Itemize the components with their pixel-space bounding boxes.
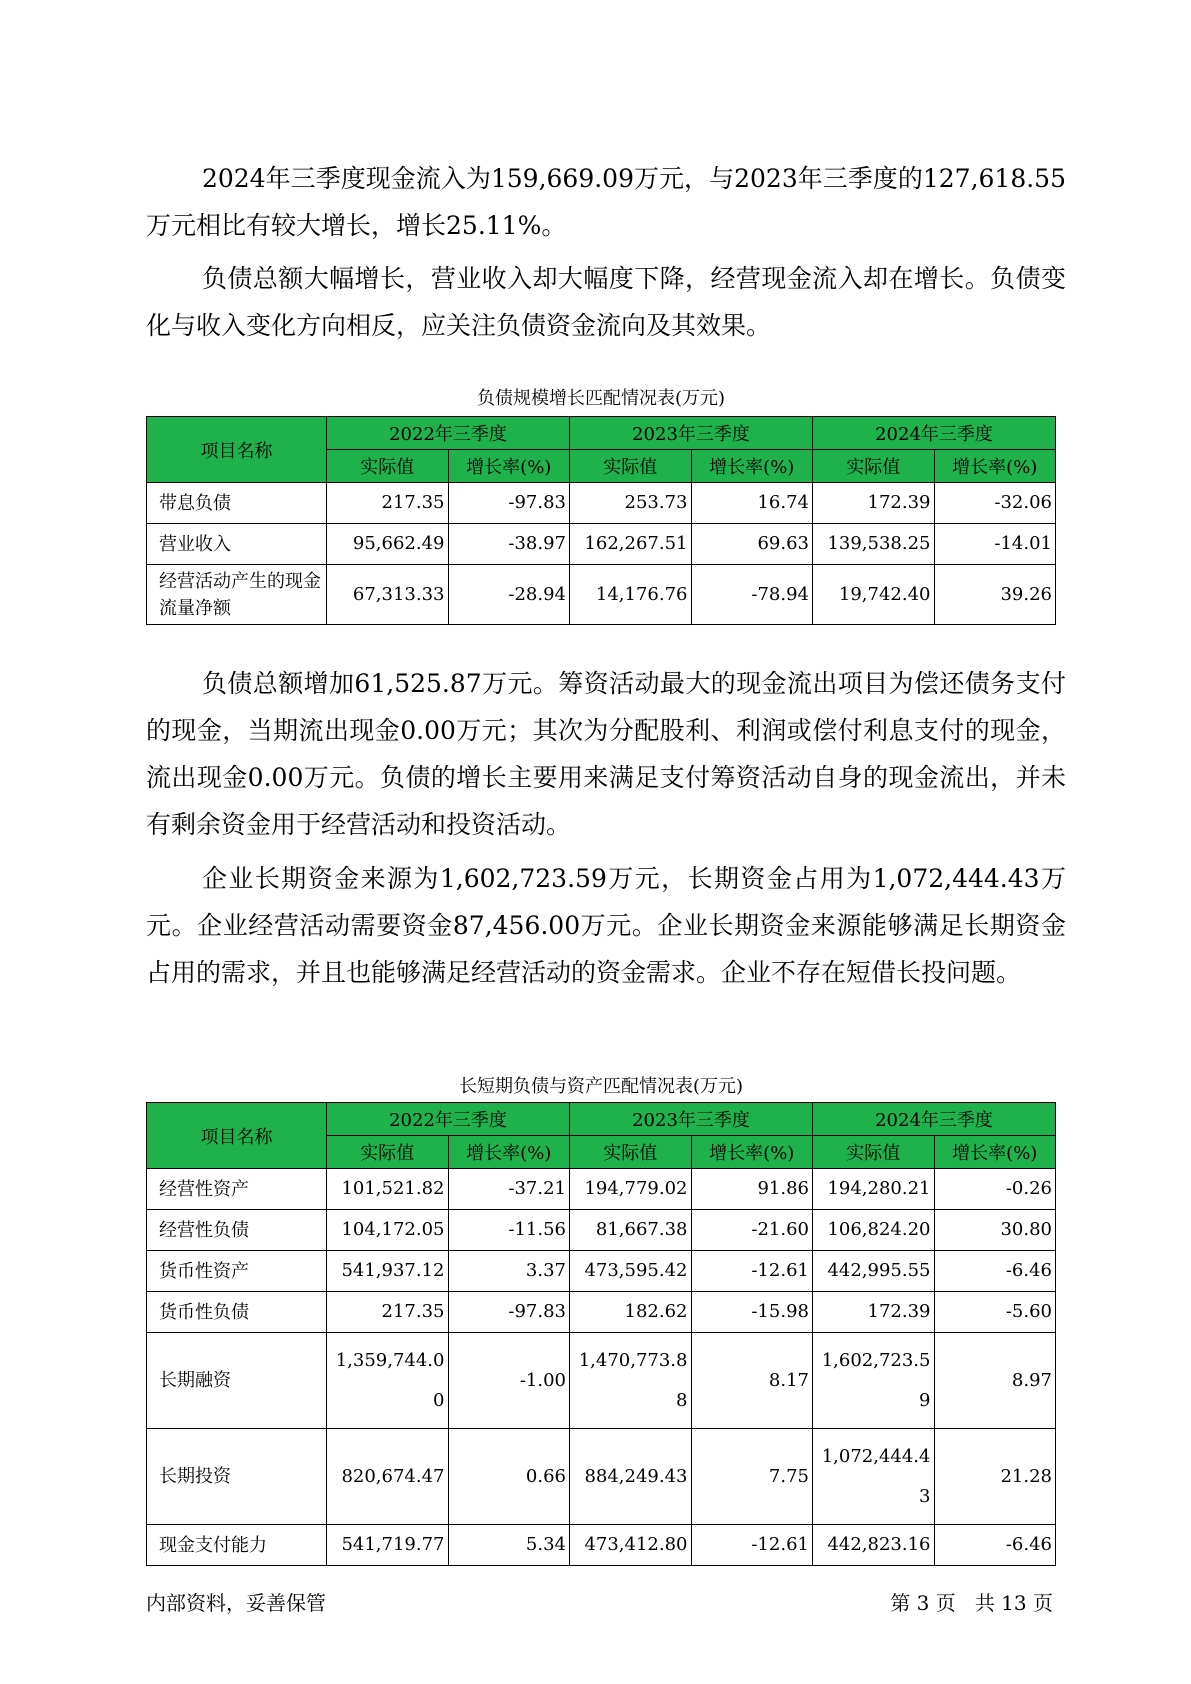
cell-value: 69.63	[691, 524, 813, 565]
table2-sub-header: 增长率(%)	[691, 1136, 813, 1169]
cell-value: -5.60	[934, 1292, 1056, 1333]
paragraph-cash-inflow: 2024年三季度现金流入为159,669.09万元，与2023年三季度的127,618.55万元相比有较大增长，增长25.11%。	[146, 164, 1066, 240]
cell-value: 194,280.21	[813, 1169, 935, 1210]
row-label: 货币性负债	[147, 1292, 327, 1333]
cell-value: 473,595.42	[570, 1251, 692, 1292]
table1-period-header: 2024年三季度	[813, 417, 1056, 450]
cell-value: 14,176.76	[570, 565, 692, 625]
table1-item-header: 项目名称	[147, 417, 327, 483]
row-label: 长期投资	[147, 1429, 327, 1525]
cell-value: -12.61	[691, 1525, 813, 1566]
table1-caption: 负债规模增长匹配情况表(万元)	[476, 388, 726, 409]
table2-item-header: 项目名称	[147, 1103, 327, 1169]
table1-sub-header: 增长率(%)	[691, 450, 813, 483]
row-label: 营业收入	[147, 524, 327, 565]
table2-sub-header: 实际值	[813, 1136, 935, 1169]
cell-value: -37.21	[448, 1169, 570, 1210]
table2-sub-header: 实际值	[570, 1136, 692, 1169]
footer-confidential-note: 内部资料，妥善保管	[146, 1591, 326, 1615]
table-row	[147, 1525, 1056, 1566]
cell-value: -6.46	[934, 1525, 1056, 1566]
cell-value: -78.94	[691, 565, 813, 625]
cell-value: 67,313.33	[327, 565, 449, 625]
table1-period-header: 2023年三季度	[570, 417, 813, 450]
cell-value: 884,249.43	[570, 1429, 692, 1525]
table2-sub-header: 增长率(%)	[448, 1136, 570, 1169]
table2-sub-header: 实际值	[327, 1136, 449, 1169]
cell-value: -0.26	[934, 1169, 1056, 1210]
cell-value: 3.37	[448, 1251, 570, 1292]
cell-value: 1,359,744.00	[327, 1333, 449, 1429]
cell-value: 172.39	[813, 1292, 935, 1333]
cell-value: 19,742.40	[813, 565, 935, 625]
row-label: 带息负债	[147, 483, 327, 524]
cell-value: 39.26	[934, 565, 1056, 625]
table-row	[147, 524, 1056, 565]
table-row	[147, 1429, 1056, 1525]
cell-value: 820,674.47	[327, 1429, 449, 1525]
table-row	[147, 1210, 1056, 1251]
cell-value: 194,779.02	[570, 1169, 692, 1210]
cell-value: -32.06	[934, 483, 1056, 524]
cell-value: 442,823.16	[813, 1525, 935, 1566]
cell-value: -12.61	[691, 1251, 813, 1292]
cell-value: -28.94	[448, 565, 570, 625]
cell-value: 8.17	[691, 1333, 813, 1429]
cell-value: 30.80	[934, 1210, 1056, 1251]
cell-value: 0.66	[448, 1429, 570, 1525]
table-row	[147, 1169, 1056, 1210]
table-row	[147, 1292, 1056, 1333]
cell-value: 91.86	[691, 1169, 813, 1210]
table1-sub-header: 实际值	[813, 450, 935, 483]
cell-value: -1.00	[448, 1333, 570, 1429]
row-label: 经营性资产	[147, 1169, 327, 1210]
table2-period-header: 2022年三季度	[327, 1103, 570, 1136]
cell-value: 442,995.55	[813, 1251, 935, 1292]
table-liability-growth	[146, 416, 1056, 625]
cell-value: 473,412.80	[570, 1525, 692, 1566]
cell-value: 7.75	[691, 1429, 813, 1525]
paragraph-long-term-funding: 企业长期资金来源为1,602,723.59万元，长期资金占用为1,072,444.43万元。企业经营活动需要资金87,456.00万元。企业长期资金来源能够满足长期资金占用的需求，并且也能够满足经营活动的资金需求。企业不存在短借长投问题。	[146, 864, 1066, 987]
table1-sub-header: 实际值	[570, 450, 692, 483]
cell-value: -15.98	[691, 1292, 813, 1333]
cell-value: 95,662.49	[327, 524, 449, 565]
cell-value: 217.35	[327, 483, 449, 524]
row-label: 经营性负债	[147, 1210, 327, 1251]
table2-period-header: 2024年三季度	[813, 1103, 1056, 1136]
cell-value: 16.74	[691, 483, 813, 524]
cell-value: 139,538.25	[813, 524, 935, 565]
cell-value: 541,719.77	[327, 1525, 449, 1566]
cell-value: 106,824.20	[813, 1210, 935, 1251]
table2-caption: 长短期负债与资产匹配情况表(万元)	[458, 1076, 744, 1097]
cell-value: -14.01	[934, 524, 1056, 565]
cell-value: 1,602,723.59	[813, 1333, 935, 1429]
footer-page-number: 第 3 页 共 13 页	[890, 1591, 1053, 1615]
table2-sub-header: 增长率(%)	[934, 1136, 1056, 1169]
table2-period-header: 2023年三季度	[570, 1103, 813, 1136]
cell-value: -6.46	[934, 1251, 1056, 1292]
cell-value: 1,072,444.43	[813, 1429, 935, 1525]
cell-value: 104,172.05	[327, 1210, 449, 1251]
cell-value: 5.34	[448, 1525, 570, 1566]
cell-value: 172.39	[813, 483, 935, 524]
paragraph-liability-increase: 负债总额增加61,525.87万元。筹资活动最大的现金流出项目为偿还债务支付的现金，当期流出现金0.00万元；其次为分配股利、利润或偿付利息支付的现金，流出现金0.00万元。负债的增长主要用来满足支付筹资活动自身的现金流出，并未有剩余资金用于经营活动和投资活动。	[146, 669, 1066, 839]
cell-value: 1,470,773.88	[570, 1333, 692, 1429]
table1-period-header: 2022年三季度	[327, 417, 570, 450]
cell-value: 182.62	[570, 1292, 692, 1333]
row-label: 货币性资产	[147, 1251, 327, 1292]
row-label: 长期融资	[147, 1333, 327, 1429]
cell-value: 217.35	[327, 1292, 449, 1333]
table1-sub-header: 增长率(%)	[934, 450, 1056, 483]
cell-value: -11.56	[448, 1210, 570, 1251]
table-row	[147, 1333, 1056, 1429]
cell-value: 162,267.51	[570, 524, 692, 565]
table-row	[147, 565, 1056, 625]
table-row	[147, 1251, 1056, 1292]
table1-sub-header: 实际值	[327, 450, 449, 483]
table-long-short-matching	[146, 1102, 1056, 1566]
cell-value: 81,667.38	[570, 1210, 692, 1251]
cell-value: -38.97	[448, 524, 570, 565]
cell-value: 253.73	[570, 483, 692, 524]
cell-value: 101,521.82	[327, 1169, 449, 1210]
cell-value: 21.28	[934, 1429, 1056, 1525]
cell-value: -97.83	[448, 483, 570, 524]
row-label: 经营活动产生的现金流量净额	[147, 565, 327, 625]
paragraph-liability-trend: 负债总额大幅增长，营业收入却大幅度下降，经营现金流入却在增长。负债变化与收入变化方向相反，应关注负债资金流向及其效果。	[146, 264, 1066, 340]
table1-sub-header: 增长率(%)	[448, 450, 570, 483]
cell-value: -97.83	[448, 1292, 570, 1333]
cell-value: -21.60	[691, 1210, 813, 1251]
cell-value: 8.97	[934, 1333, 1056, 1429]
row-label: 现金支付能力	[147, 1525, 327, 1566]
cell-value: 541,937.12	[327, 1251, 449, 1292]
table-row	[147, 483, 1056, 524]
